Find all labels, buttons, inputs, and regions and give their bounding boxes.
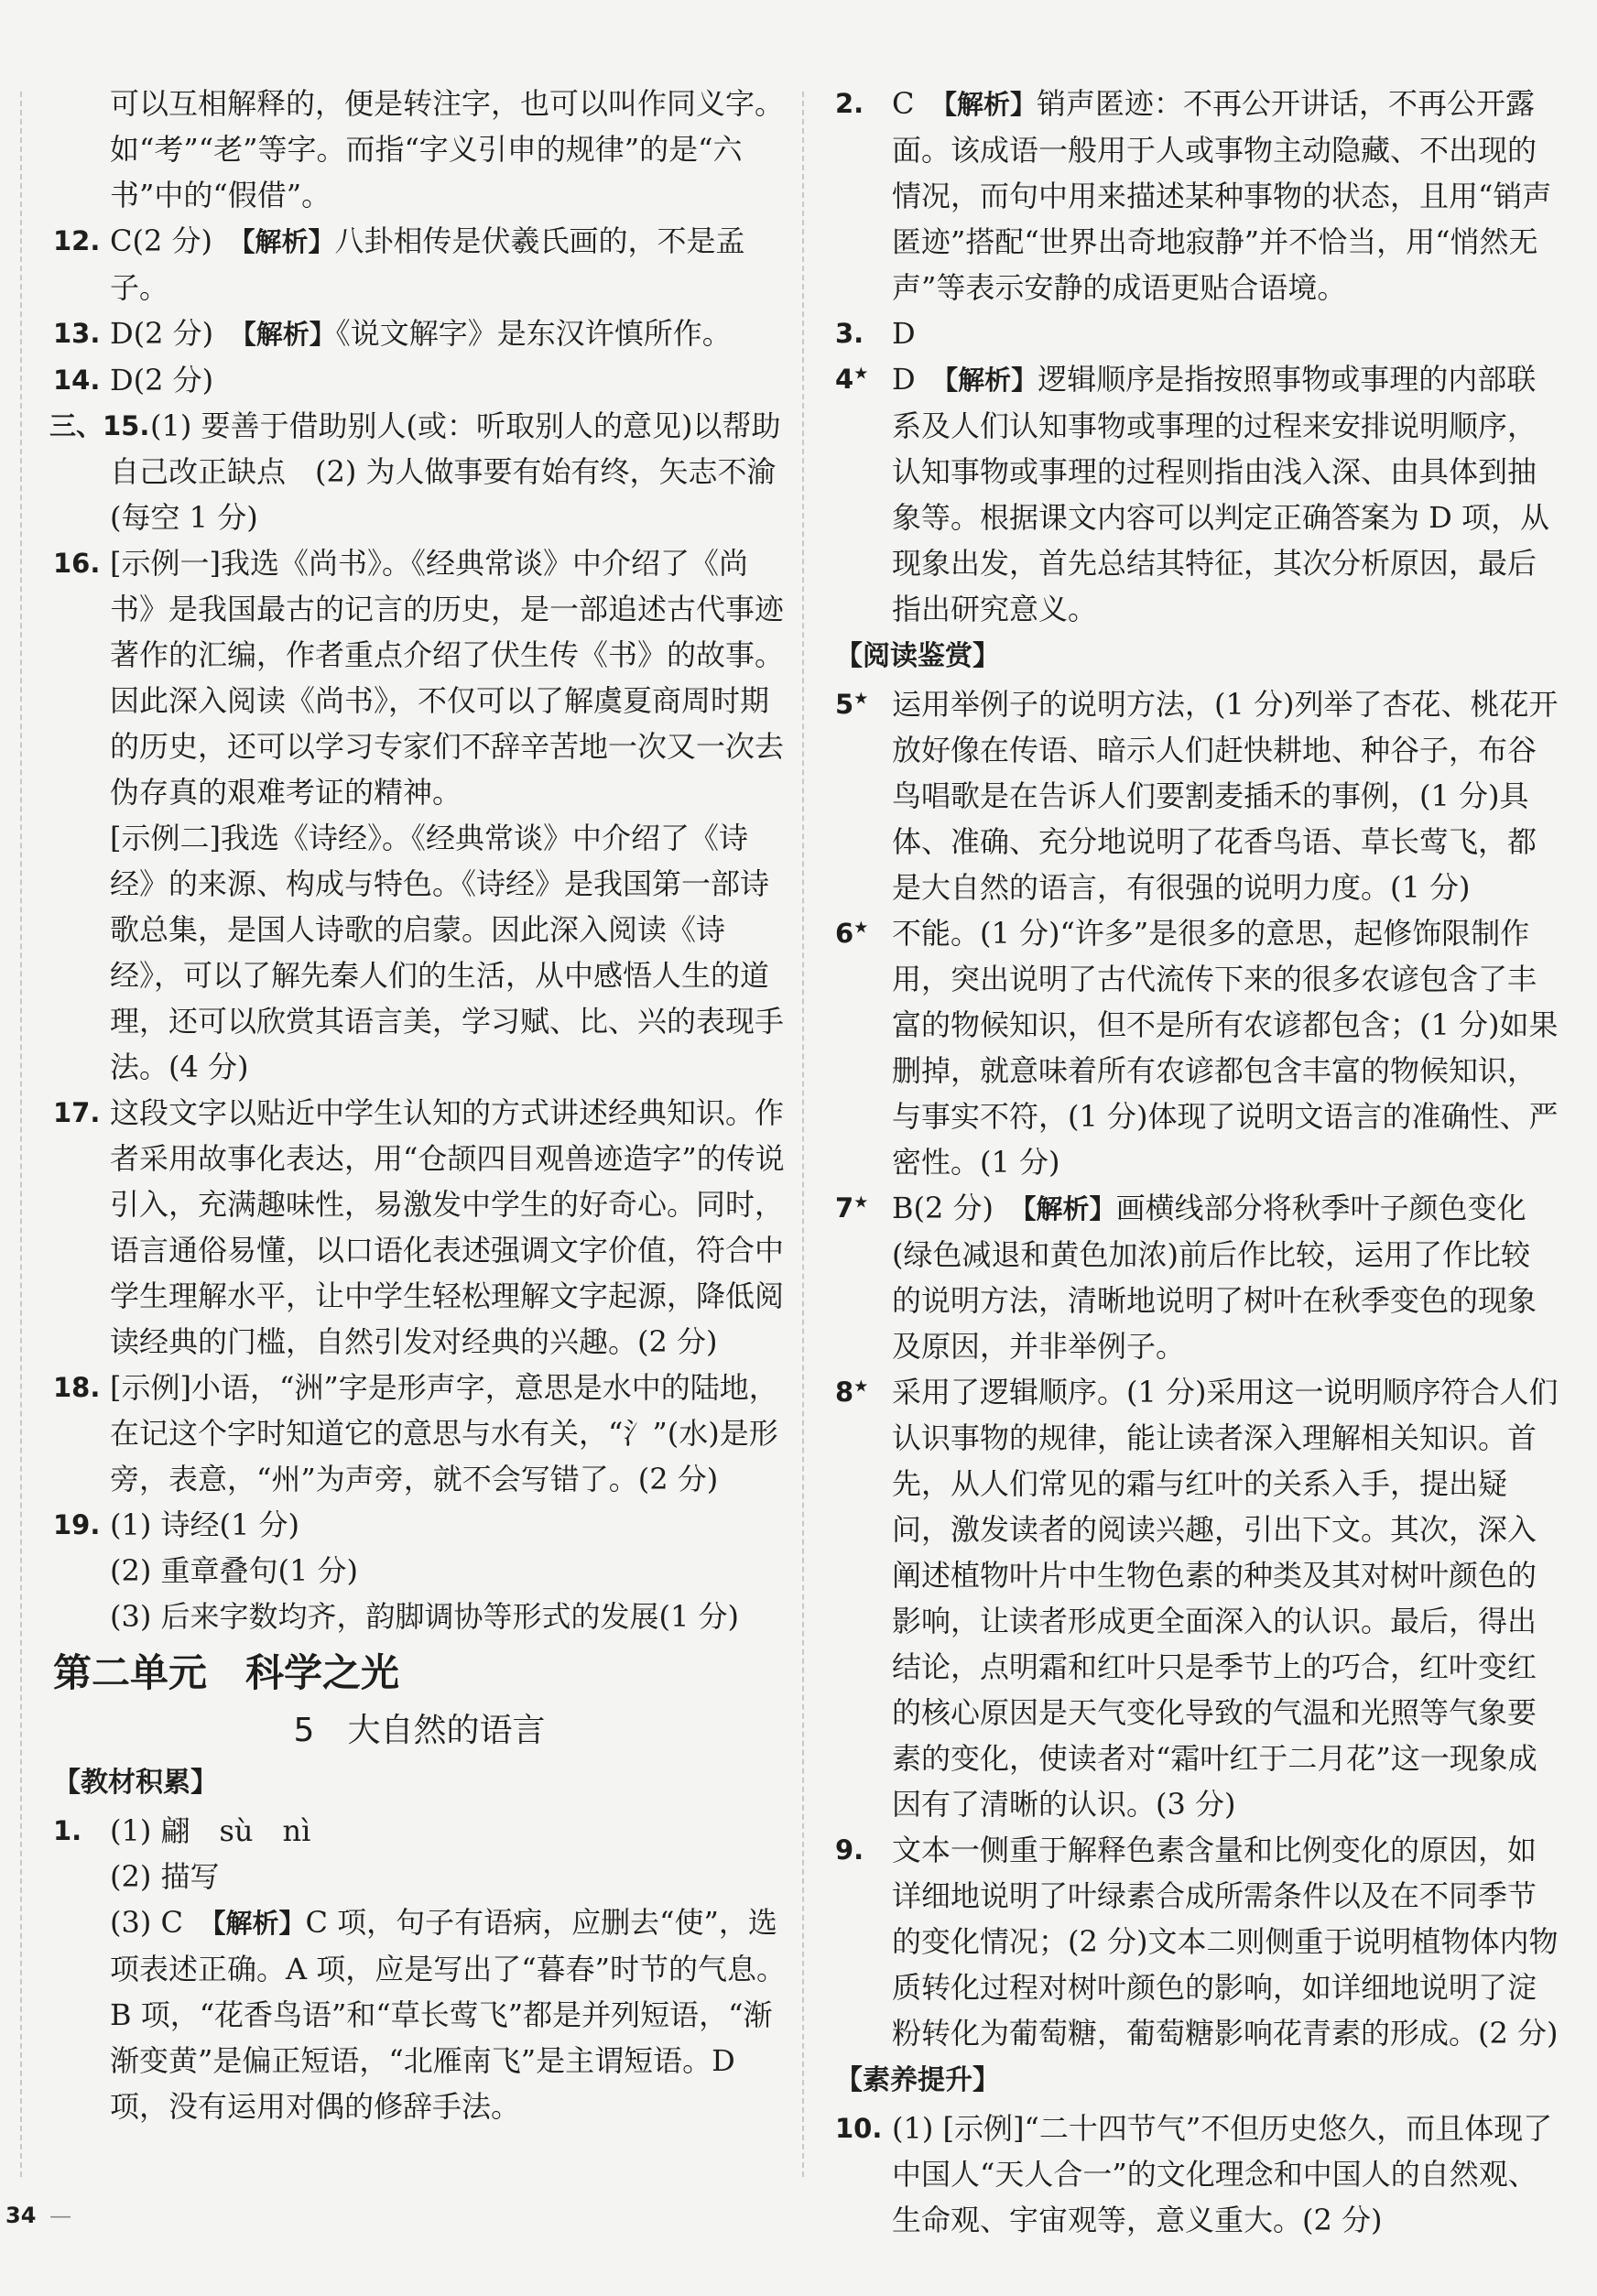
- lesson-title: 5 大自然的语言: [293, 1712, 546, 1749]
- right-column: [835, 81, 1559, 2243]
- question-number: 7★: [835, 1192, 869, 1224]
- answer-text: (1) 要善于借助别人(或：听取别人的意见)以帮助自己改正缺点 (2) 为人做事要有始有终，矢志不渝(每空 1 分): [110, 408, 781, 535]
- answer: B(2 分): [892, 1191, 994, 1225]
- question-number: 19.: [53, 1509, 101, 1540]
- sub-answer: [110, 1899, 786, 2129]
- answer-text: 文本一侧重于解释色素含量和比例变化的原因，如详细地说明了叶绿素合成所需条件以及在不同季节的变化情况；(2 分)文本二则侧重于说明植物体内物质转化过程对树叶颜色的影响，如详细地说明了淀粉转化为葡萄糖，葡萄糖影响花青素的形成。(2 分): [892, 1833, 1559, 2051]
- question-number: 8★: [835, 1377, 869, 1408]
- question-1: [53, 1808, 786, 2129]
- star-icon: ★: [853, 1377, 869, 1397]
- question-6: [835, 910, 1559, 1185]
- answer: (3) C: [110, 1905, 183, 1940]
- answer: D: [892, 362, 916, 397]
- question-15: [49, 403, 786, 540]
- analysis-tag: 【解析】: [212, 1908, 306, 1939]
- question-19: [53, 1502, 786, 1639]
- question-12: [53, 218, 786, 310]
- question-16: [53, 540, 786, 1090]
- question-number: 3.: [835, 318, 864, 349]
- question-number: 4★: [835, 364, 869, 395]
- question-14: [53, 357, 786, 403]
- example-one: [示例一]我选《尚书》。《经典常谈》中介绍了《尚书》是我国最古的记言的历史，是一部追述古代事迹著作的汇编，作者重点介绍了伏生传《书》的故事。因此深入阅读《尚书》，不仅可以了解虞夏商周时期的历史，还可以学习专家们不辞辛苦地一次又一次去伪存真的艰难考证的精神。: [110, 546, 785, 810]
- analysis-tag: 【解析】: [1023, 1193, 1116, 1224]
- answer: D: [892, 316, 916, 351]
- question-number: 17.: [53, 1097, 101, 1128]
- question-8: [835, 1369, 1559, 1827]
- question-number: 5★: [835, 689, 869, 720]
- answer: C: [892, 86, 915, 121]
- example-two: [示例二]我选《诗经》。《经典常谈》中介绍了《诗经》的来源、构成与特色。《诗经》是我国第一部诗歌总集，是国人诗歌的启蒙。因此深入阅读《诗经》，可以了解先秦人们的生活，从中感悟人生的道理，还可以欣赏其语言美，学习赋、比、兴的表现手法。(4 分): [110, 821, 785, 1084]
- section-heading: 【教材积累】: [53, 1767, 218, 1799]
- analysis-text: 《说文解字》是东汉许慎所作。: [335, 316, 732, 351]
- answer-text: 不能。(1 分)“许多”是很多的意思，起修饰限制作用，突出说明了古代流传下来的很多农谚包含了丰富的物候知识，但不是所有农谚都包含；(1 分)如果删掉，就意味着所有农谚都包含丰富的物候知识，与事实不符，(1 分)体现了说明文语言的准确性、严密性。(1 分): [892, 916, 1559, 1180]
- analysis-text: 画横线部分将秋季叶子颜色变化(绿色减退和黄色加浓)前后作比较，运用了作比较的说明方法，清晰地说明了树叶在秋季变色的现象及原因，并非举例子。: [892, 1191, 1537, 1364]
- question-5: [835, 681, 1559, 910]
- analysis-text: C 项，句子有语病，应删去“使”，选项表述正确。A 项，应是写出了“暮春”时节的气息。B 项，“花香鸟语”和“草长莺飞”都是并列短语，“渐渐变黄”是偏正短语，“北雁南飞”是主谓短语。D 项，没有运用对偶的修辞手法。: [110, 1905, 787, 2124]
- question-number: 18.: [53, 1372, 101, 1403]
- question-7: [835, 1185, 1559, 1369]
- analysis-text: 逻辑顺序是指按照事物或事理的内部联系及人们认知事物或事理的过程来安排说明顺序，认知事物或事理的过程则指由浅入深、由具体到抽象等。根据课文内容可以判定正确答案为 D 项，从现象出发，首先总结其特征，其次分析原因，最后指出研究意义。: [892, 362, 1550, 626]
- question-number: 1.: [53, 1815, 82, 1846]
- sub-answer: (2) 描写: [110, 1859, 220, 1894]
- answer-text: 这段文字以贴近中学生认知的方式讲述经典知识。作者采用故事化表达，用“仓颉四目观兽迹造字”的传说引入，充满趣味性，易激发中学生的好奇心。同时，语言通俗易懂，以口语化表述强调文字价值，符合中学生理解水平，让中学生轻松理解文字起源，降低阅读经典的门槛，自然引发对经典的兴趣。(2 分): [110, 1095, 785, 1359]
- sub-answer: (1) 翩 sù nì: [110, 1813, 311, 1848]
- question-number: 6★: [835, 918, 869, 949]
- page-number: 34: [5, 2203, 37, 2228]
- answer: D(2 分): [110, 316, 214, 351]
- answer: D(2 分): [110, 363, 214, 397]
- question-number: 9.: [835, 1834, 864, 1866]
- left-margin-rule: [20, 92, 22, 2177]
- question-number: 14.: [53, 365, 101, 396]
- question-10: [835, 2106, 1559, 2243]
- question-number: 16.: [53, 548, 101, 579]
- analysis-tag: 【解析】: [242, 226, 335, 257]
- star-icon: ★: [853, 689, 869, 709]
- answer-text: [示例]小语，“洲”字是形声字，意思是水中的陆地，在记这个字时知道它的意思与水有关，“氵”(水)是形旁，表意，“州”为声旁，就不会写错了。(2 分): [110, 1370, 778, 1496]
- star-icon: ★: [853, 364, 869, 384]
- column-divider: [802, 92, 804, 2177]
- question-number: 12.: [53, 225, 101, 256]
- left-column: [49, 81, 787, 2129]
- question-17: [53, 1090, 786, 1365]
- sub-answer: (3) 后来字数均齐，韵脚调协等形式的发展(1 分): [110, 1599, 740, 1634]
- question-18: [53, 1365, 786, 1502]
- question-2: [835, 81, 1559, 310]
- answer-text: 采用了逻辑顺序。(1 分)采用这一说明顺序符合人们认识事物的规律，能让读者深入理解相关知识。首先，从人们常见的霜与红叶的关系入手，提出疑问，激发读者的阅读兴趣，引出下文。其次，深入阐述植物叶片中生物色素的种类及其对树叶颜色的影响，让读者形成更全面深入的认识。最后，得出结论，点明霜和红叶只是季节上的巧合，红叶变红的核心原因是天气变化导致的气温和光照等气象要素的变化，使读者对“霜叶红于二月花”这一现象成因有了清晰的认识。(3 分): [892, 1375, 1559, 1822]
- sub-answer: (2) 重章叠句(1 分): [110, 1553, 359, 1588]
- analysis-tag: 【解析】: [243, 319, 336, 350]
- question-9: [835, 1827, 1559, 2056]
- question-number: 13.: [53, 318, 101, 349]
- answer-text: 运用举例子的说明方法，(1 分)列举了杏花、桃花开放好像在传语、暗示人们赶快耕地、种谷子，布谷鸟唱歌是在告诉人们要割麦插禾的事例，(1 分)具体、准确、充分地说明了花香鸟语、草长莺飞，都是大自然的语言，有很强的说明力度。(1 分): [892, 687, 1559, 905]
- question-number: 10.: [835, 2113, 883, 2144]
- question-3: [835, 310, 1559, 356]
- analysis-tag: 【解析】: [944, 365, 1038, 396]
- question-number: 三、15.: [49, 410, 150, 441]
- section-heading: 【素养提升】: [835, 2064, 1000, 2096]
- question-13: [53, 310, 786, 357]
- question-number: 2.: [835, 88, 864, 119]
- star-icon: ★: [853, 918, 869, 938]
- analysis-tag: 【解析】: [943, 89, 1038, 120]
- answer-text: (1) [示例]“二十四节气”不但历史悠久，而且体现了中国人“天人合一”的文化理念和中国人的自然观、生命观、宇宙观等，意义重大。(2 分): [892, 2111, 1553, 2237]
- unit-title: 第二单元 科学之光: [53, 1650, 400, 1695]
- answer: C(2 分): [110, 223, 212, 258]
- section-heading: 【阅读鉴赏】: [835, 640, 1000, 672]
- analysis-text: 八卦相传是伏羲氏画的，不是孟子。: [110, 223, 745, 305]
- analysis-text: 销声匿迹：不再公开讲话，不再公开露面。该成语一般用于人或事物主动隐藏、不出现的情况，而句中用来描述某种事物的状态，且用“销声匿迹”搭配“世界出奇地寂静”并不恰当，用“悄然无声”等表示安静的成语更贴合语境。: [892, 86, 1552, 305]
- star-icon: ★: [853, 1192, 869, 1213]
- sub-answer: (1) 诗经(1 分): [110, 1507, 300, 1542]
- carry-over-paragraph: 可以互相解释的，便是转注字，也可以叫作同义字。如“考”“老”等字。而指“字义引申的规律”的是“六书”中的“假借”。: [110, 86, 785, 212]
- page-number-dash: —: [49, 2203, 71, 2228]
- question-4: [835, 356, 1559, 632]
